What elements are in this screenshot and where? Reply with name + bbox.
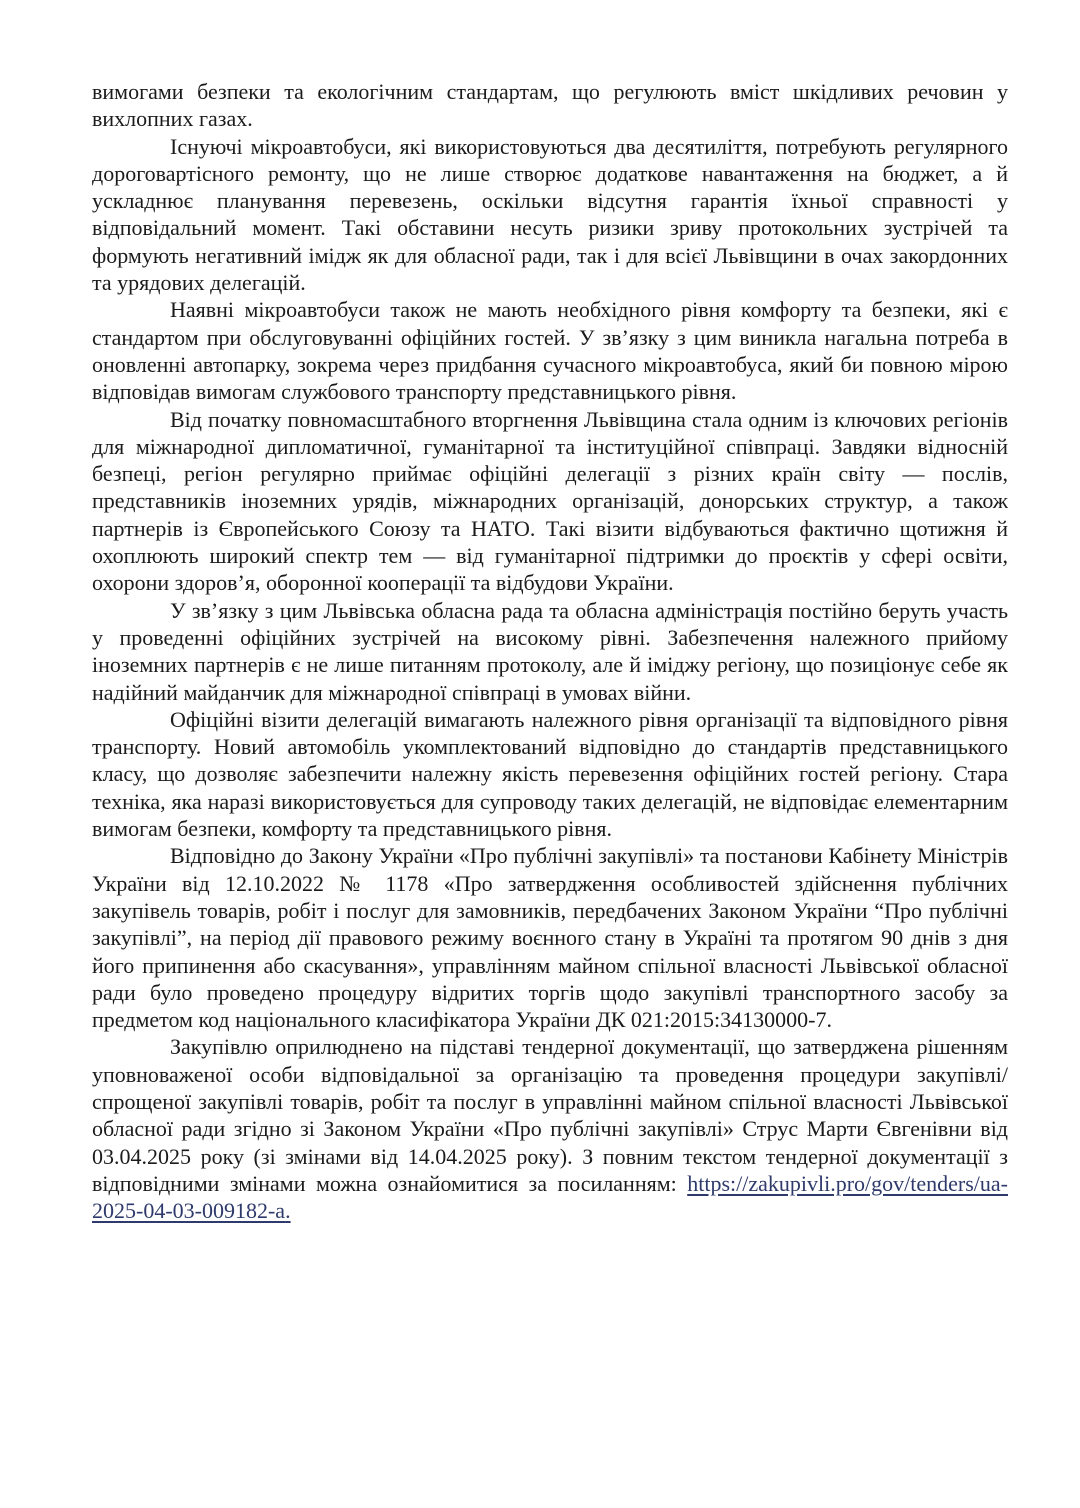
paragraph-01: вимогами безпеки та екологічним стандартам, що регулюють вміст шкідливих речовин у вихлопних газах.: [92, 79, 1008, 132]
tender-link[interactable]: https://zakupivli.pro/gov/tenders/ua-2025-04-03-009182-a: [92, 1170, 1008, 1224]
paragraph-08-text: Закупівлю оприлюднено на підставі тендерної документації, що затверджена рішенням уповноваженої особи відповідальної за організацію та проведення процедури закупівлі/спрощеної закупівлі товарів, робіт та послуг в управлінні майном спільної власності Львівської обласної ради згідно зі Законом України «Про публічні закупівлі» Струс Марти Євгенівни від 03.04.2025 року (зі змінами від 14.04.2025 року). З повним текстом тендерної документації з відповідними змінами можна ознайомитися за посиланням:: [92, 1034, 1008, 1196]
paragraph-06: Офіційні візити делегацій вимагають належного рівня організації та відповідного рівня транспорту. Новий автомобіль укомплектований відповідно до стандартів представницького класу, що дозволяє забезпечити належну якість перевезення офіційних гостей регіону. Стара техніка, яка наразі використовується для супроводу таких делегацій, не відповідає елементарним вимогам безпеки, комфорту та представницького рівня.: [92, 706, 1008, 842]
document-text-block: [92, 78, 1008, 1224]
paragraph-05: У зв’язку з цим Львівська обласна рада та обласна адміністрація постійно беруть участь у проведенні офіційних зустрічей на високому рівні. Забезпечення належного прийому іноземних партнерів є не лише питанням протоколу, але й іміджу регіону, що позиціонує себе як надійний майданчик для міжнародної співпраці в умовах війни.: [92, 597, 1008, 705]
paragraph-02: Існуючі мікроавтобуси, які використовуються два десятиліття, потребують регулярного дороговартісного ремонту, що не лише створює додаткове навантаження на бюджет, а й ускладнює планування перевезень, оскільки відсутня гарантія їхньої справності у відповідальний момент. Такі обставини несуть ризики зриву протокольних зустрічей та формують негативний імідж як для обласної ради, так і для всієї Львівщини в очах закордонних та урядових делегацій.: [92, 133, 1008, 296]
paragraph-08-suffix: .: [285, 1198, 291, 1224]
paragraph-08: [92, 1033, 1008, 1224]
paragraph-04: Від початку повномасштабного вторгнення Львівщина стала одним із ключових регіонів для міжнародної дипломатичної, гуманітарної та інституційної співпраці. Завдяки відносній безпеці, регіон регулярно приймає офіційні делегації з різних країн світу — послів, представників іноземних урядів, міжнародних організацій, донорських структур, а також партнерів із Європейського Союзу та НАТО. Такі візити відбуваються фактично щотижня й охоплюють широкий спектр тем — від гуманітарної підтримки до проєктів у сфері освіти, охорони здоров’я, оборонної кооперації та відбудови України.: [92, 406, 1008, 596]
paragraph-03: Наявні мікроавтобуси також не мають необхідного рівня комфорту та безпеки, які є стандартом при обслуговуванні офіційних гостей. У зв’язку з цим виникла нагальна потреба в оновленні автопарку, зокрема через придбання сучасного мікроавтобуса, який би повною мірою відповідав вимогам службового транспорту представницького рівня.: [92, 297, 1008, 405]
paragraph-07: Відповідно до Закону України «Про публічні закупівлі» та постанови Кабінету Міністрів України від 12.10.2022 № 1178 «Про затвердження особливостей здійснення публічних закупівель товарів, робіт і послуг для замовників, передбачених Законом України “Про публічні закупівлі”, на період дії правового режиму воєнного стану в Україні та протягом 90 днів з дня його припинення або скасування», управлінням майном спільної власності Львівської обласної ради було проведено процедуру відритих торгів щодо закупівлі транспортного засобу за предметом код національного класифікатора України ДК 021:2015:34130000-7.: [92, 843, 1008, 1033]
